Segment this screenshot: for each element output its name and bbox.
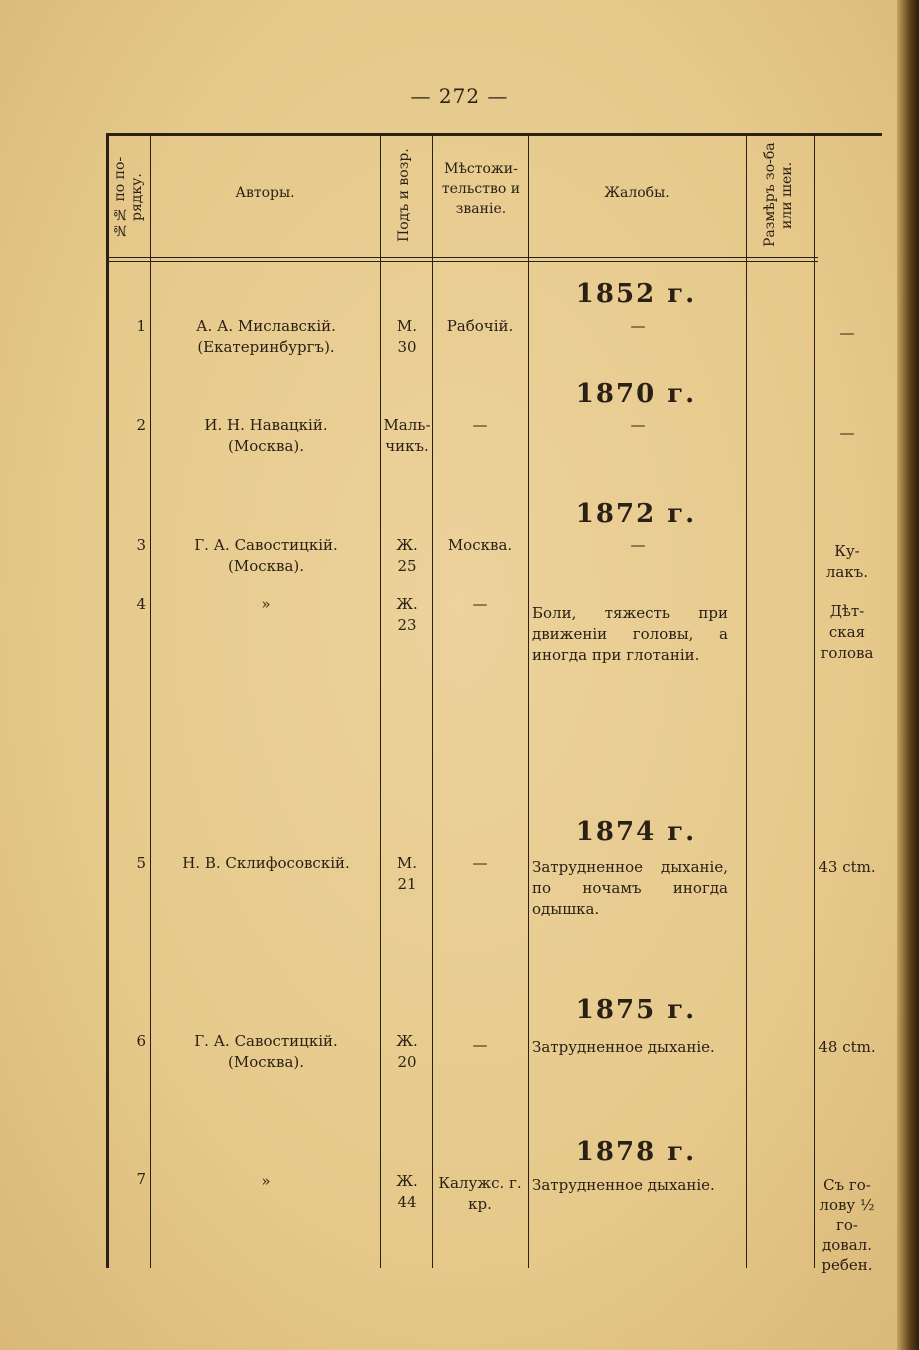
row-size: Съ го-лову ½ го-довал. ребен. <box>819 1176 875 1274</box>
row-size: — <box>839 424 855 442</box>
row-number: 2 <box>136 416 146 434</box>
year-heading: 1874 г. <box>575 817 697 847</box>
year-heading: 1872 г. <box>575 499 697 529</box>
year-heading: 1875 г. <box>575 995 697 1025</box>
row-size: 43 ctm. <box>818 858 876 876</box>
row-complaints: Затрудненное дыханіе. <box>532 1176 715 1194</box>
row-complaints: Затрудненное дыханіе. <box>532 1038 715 1056</box>
col-rule-5 <box>746 133 747 1268</box>
row-residence: Калужс. г. кр. <box>438 1174 522 1213</box>
row-author: Г. А. Савостицкій. (Москва). <box>194 1032 338 1071</box>
row-author: И. Н. Навацкій. (Москва). <box>204 416 328 455</box>
row-sex-age: Ж. 25 <box>396 536 418 575</box>
row-residence: Москва. <box>447 536 513 554</box>
row-complaints: Боли, тяжесть при движеніи головы, а иногда при глотаніи. <box>532 604 728 664</box>
row-residence: — <box>472 1036 488 1054</box>
row-residence: — <box>472 416 488 434</box>
header-number: №№ по по-рядку. <box>112 156 145 238</box>
row-sex-age: М. 30 <box>396 317 418 356</box>
row-number: 7 <box>136 1170 146 1188</box>
row-size: Ку-лакъ. <box>825 542 869 581</box>
header-residence: Мѣстожи-тельство и званіе. <box>441 161 521 217</box>
col-rule-6 <box>814 133 815 1268</box>
row-complaints: — <box>630 536 646 554</box>
header-complaints: Жалобы. <box>604 185 670 201</box>
row-complaints: — <box>630 317 646 335</box>
year-heading: 1852 г. <box>575 279 697 309</box>
col-rule-3 <box>432 133 433 1268</box>
row-size: — <box>839 324 855 342</box>
header-size: Размѣръ зо-ба или шеи. <box>762 142 795 248</box>
header-authors: Авторы. <box>235 185 295 201</box>
row-complaints: Затрудненное дыханіе, по ночамъ иногда одышка. <box>532 858 728 918</box>
row-author: А. А. Миславскій. (Екатеринбургъ). <box>196 317 336 356</box>
row-size: 48 ctm. <box>818 1038 876 1056</box>
row-number: 4 <box>136 595 146 613</box>
row-residence: — <box>472 595 488 613</box>
col-rule-1 <box>150 133 151 1268</box>
page-number: — 272 — <box>410 84 509 108</box>
row-residence: — <box>472 854 488 872</box>
row-sex-age: Ж. 20 <box>396 1032 418 1071</box>
col-rule-2 <box>380 133 381 1268</box>
row-sex-age: М. 21 <box>396 854 418 893</box>
header-rule-2 <box>106 261 818 262</box>
header-sex-age: Подъ и возр. <box>396 148 412 242</box>
year-heading: 1878 г. <box>575 1137 697 1167</box>
row-number: 5 <box>136 854 146 872</box>
row-author: Н. В. Склифосовскій. <box>182 854 350 872</box>
row-sex-age: Ж. 23 <box>396 595 418 634</box>
col-rule-left <box>106 133 109 1268</box>
col-rule-4 <box>528 133 529 1268</box>
row-sex-age: Ж. 44 <box>396 1172 418 1211</box>
row-author: » <box>261 595 271 613</box>
row-number: 3 <box>136 536 146 554</box>
row-complaints: — <box>630 416 646 434</box>
year-heading: 1870 г. <box>575 379 697 409</box>
book-spine <box>897 0 919 1350</box>
row-author: Г. А. Савостицкій. (Москва). <box>194 536 338 575</box>
row-number: 6 <box>136 1032 146 1050</box>
row-author: » <box>261 1172 271 1190</box>
header-rule-1 <box>106 257 818 258</box>
data-table <box>106 133 882 1274</box>
row-size: Дѣт-ская голова <box>820 602 874 662</box>
row-sex-age: Маль- чикъ. <box>383 416 431 455</box>
table-top-rule <box>106 133 882 136</box>
row-residence: Рабочій. <box>446 317 514 335</box>
row-number: 1 <box>136 317 146 335</box>
